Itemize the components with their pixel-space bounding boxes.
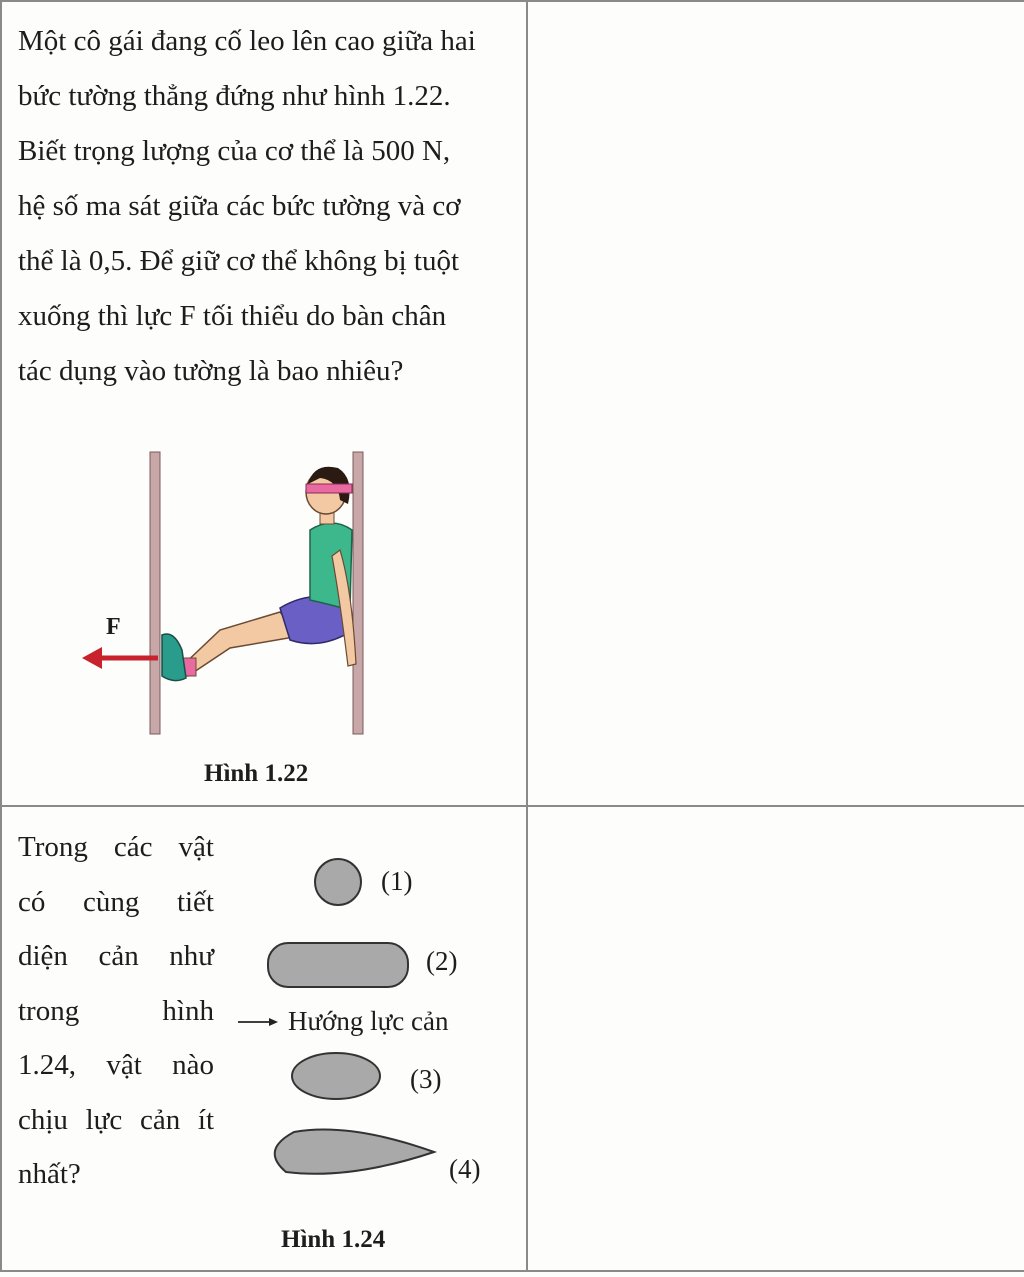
drag-direction-arrowhead <box>269 1018 278 1026</box>
question-2-line: trong hình <box>18 994 214 1027</box>
question-2-text <box>18 820 214 1202</box>
table-left-border <box>0 0 2 1272</box>
force-label: F <box>106 614 121 640</box>
question-1-line: Một cô gái đang cố leo lên cao giữa hai <box>18 25 476 57</box>
headband <box>306 484 352 493</box>
right-wall <box>353 452 363 734</box>
figure-1-22-caption: Hình 1.22 <box>204 760 309 787</box>
shape-2-rounded-rectangle <box>268 943 408 987</box>
shape-3-label: (3) <box>410 1064 442 1094</box>
table-bottom-border <box>0 1270 1024 1272</box>
question-2-line: Trong các vật <box>18 831 214 863</box>
question-2-line: diện cản như <box>18 940 214 972</box>
question-2-line: nhất? <box>18 1158 81 1190</box>
question-1-line: thể là 0,5. Để giữ cơ thể không bị tuột <box>18 245 460 277</box>
shape-2-label: (2) <box>426 946 458 976</box>
shape-1-circle <box>315 859 361 905</box>
question-1-line: Biết trọng lượng của cơ thể là 500 N, <box>18 135 451 167</box>
shape-1-label: (1) <box>381 866 413 896</box>
figure-1-24-caption: Hình 1.24 <box>281 1226 386 1253</box>
shape-4-label: (4) <box>449 1154 481 1184</box>
question-2-line: có cùng tiết <box>18 885 214 918</box>
shape-3-ellipse <box>292 1053 380 1099</box>
question-2-line: chịu lực cản ít <box>18 1103 214 1136</box>
wall-climb-illustration <box>70 440 390 750</box>
left-wall <box>150 452 160 734</box>
drag-direction-label: Hướng lực cản <box>288 1006 449 1036</box>
table-row-divider <box>0 805 1024 807</box>
question-1-text <box>18 14 514 399</box>
force-arrowhead <box>82 647 102 669</box>
question-1-line: bức tường thẳng đứng như hình 1.22. <box>18 80 451 112</box>
question-2-line: 1.24, vật nào <box>18 1049 214 1081</box>
question-1-line: tác dụng vào tường là bao nhiêu? <box>18 355 404 387</box>
question-1-line: hệ số ma sát giữa các bức tường và cơ <box>18 190 461 222</box>
table-column-divider <box>526 0 528 1272</box>
shape-4-teardrop <box>275 1130 434 1174</box>
table-top-border <box>0 0 1024 2</box>
question-1-line: xuống thì lực F tối thiểu do bàn chân <box>18 300 447 332</box>
